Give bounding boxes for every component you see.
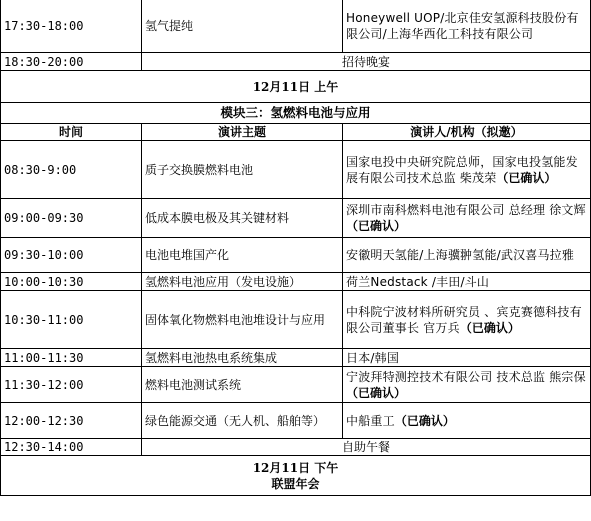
time-cell [1, 291, 142, 349]
time-cell [1, 238, 142, 273]
speaker-text: 日本/韩国 [346, 350, 400, 365]
time-text: 17:30-18:00 [4, 19, 84, 33]
header-time: 时间 [1, 124, 142, 141]
time-text: 12:00-12:30 [4, 413, 84, 428]
event-text: 自助午餐 [341, 440, 390, 454]
speaker-text: 安徽明天氢能/上海骥翀氢能/武汉喜马拉雅 [346, 248, 575, 262]
confirmed-badge: （已确认） [346, 385, 407, 400]
topic-cell [142, 0, 343, 53]
topic-text: 绿色能源交通（无人机、船舶等） [145, 413, 326, 428]
time-text: 10:30-11:00 [4, 312, 84, 327]
speaker-cell [343, 199, 591, 238]
speaker-cell [343, 367, 591, 403]
day-heading-row [1, 456, 591, 496]
speaker-text: 宁波拜特测控技术有限公司 技术总监 熊宗保 [346, 369, 586, 384]
confirmed-badge: （已确认） [346, 219, 407, 233]
day-heading: 12月11日 上午 [1, 71, 591, 103]
day-heading-row [1, 71, 591, 103]
topic-cell [142, 238, 343, 273]
speaker-cell [343, 291, 591, 349]
time-text: 11:00-11:30 [4, 350, 84, 365]
afternoon-heading [1, 456, 591, 496]
table-row [1, 403, 591, 439]
time-text: 18:30-20:00 [4, 54, 84, 69]
table-row [1, 0, 591, 53]
topic-cell [142, 291, 343, 349]
header-topic: 演讲主题 [142, 124, 343, 141]
day-heading: 12月11日 下午 [252, 460, 339, 475]
speaker-text: Honeywell UOP/北京佳安氢源科技股份有限公司/上海华西化工科技有限公司 [346, 11, 579, 41]
merged-cell [142, 439, 591, 456]
merged-cell [142, 53, 591, 71]
time-cell [1, 199, 142, 238]
time-cell [1, 141, 142, 199]
time-text: 11:30-12:00 [4, 377, 84, 392]
topic-cell [142, 141, 343, 199]
speaker-text: 荷兰Nedstack /丰田/斗山 [346, 274, 490, 289]
topic-text: 低成本膜电极及其关键材料 [145, 211, 290, 225]
time-text: 09:00-09:30 [4, 211, 84, 225]
topic-text: 质子交换膜燃料电池 [145, 162, 254, 177]
table-row [1, 53, 591, 71]
time-text: 12:30-14:00 [4, 440, 84, 454]
topic-text: 氢燃料电池热电系统集成 [145, 350, 278, 365]
event-text: 招待晚宴 [341, 54, 390, 69]
module-row [1, 103, 591, 124]
confirmed-badge: （已确认） [496, 170, 557, 185]
topic-cell [142, 367, 343, 403]
table-row [1, 367, 591, 403]
topic-text: 电池电堆国产化 [145, 248, 230, 262]
header-row [1, 124, 591, 141]
speaker-cell [343, 349, 591, 367]
time-cell [1, 349, 142, 367]
time-cell [1, 273, 142, 291]
time-cell [1, 403, 142, 439]
speaker-cell [343, 403, 591, 439]
topic-text: 燃料电池测试系统 [145, 377, 242, 392]
speaker-cell [343, 141, 591, 199]
topic-cell [142, 273, 343, 291]
speaker-text: 深圳市南科燃料电池有限公司 总经理 徐文辉 [346, 203, 586, 217]
confirmed-badge: （已确认） [394, 413, 455, 428]
time-text: 09:30-10:00 [4, 248, 84, 262]
speaker-text: 中船重工 [346, 413, 395, 428]
topic-cell [142, 349, 343, 367]
table-row [1, 349, 591, 367]
topic-cell [142, 403, 343, 439]
module-title: 模块三：氢燃料电池与应用 [1, 103, 591, 124]
table-row [1, 141, 591, 199]
topic-text: 氢气提纯 [145, 19, 194, 33]
topic-cell [142, 199, 343, 238]
time-cell [1, 439, 142, 456]
table-row [1, 273, 591, 291]
time-cell [1, 367, 142, 403]
table-row [1, 439, 591, 456]
time-cell [1, 0, 142, 53]
time-text: 10:00-10:30 [4, 274, 84, 289]
alliance-title: 联盟年会 [271, 476, 320, 491]
confirmed-badge: （已确认） [459, 320, 520, 335]
table-row [1, 291, 591, 349]
table-row [1, 238, 591, 273]
table-row [1, 199, 591, 238]
time-cell [1, 53, 142, 71]
header-speaker: 演讲人/机构（拟邀） [343, 124, 591, 141]
speaker-cell [343, 273, 591, 291]
speaker-text: 中科院宁波材料所研究员 、宾克赛德科技有限公司董事长 官万兵 [346, 304, 582, 335]
speaker-text: 国家电投中央研究院总师，国家电投氢能发展有限公司技术总监 柴茂荣 [346, 154, 578, 185]
topic-text: 氢燃料电池应用（发电设施） [145, 274, 302, 289]
topic-text: 固体氧化物燃料电池堆设计与应用 [145, 312, 326, 327]
speaker-cell [343, 0, 591, 53]
speaker-cell [343, 238, 591, 273]
time-text: 08:30-9:00 [4, 162, 77, 177]
